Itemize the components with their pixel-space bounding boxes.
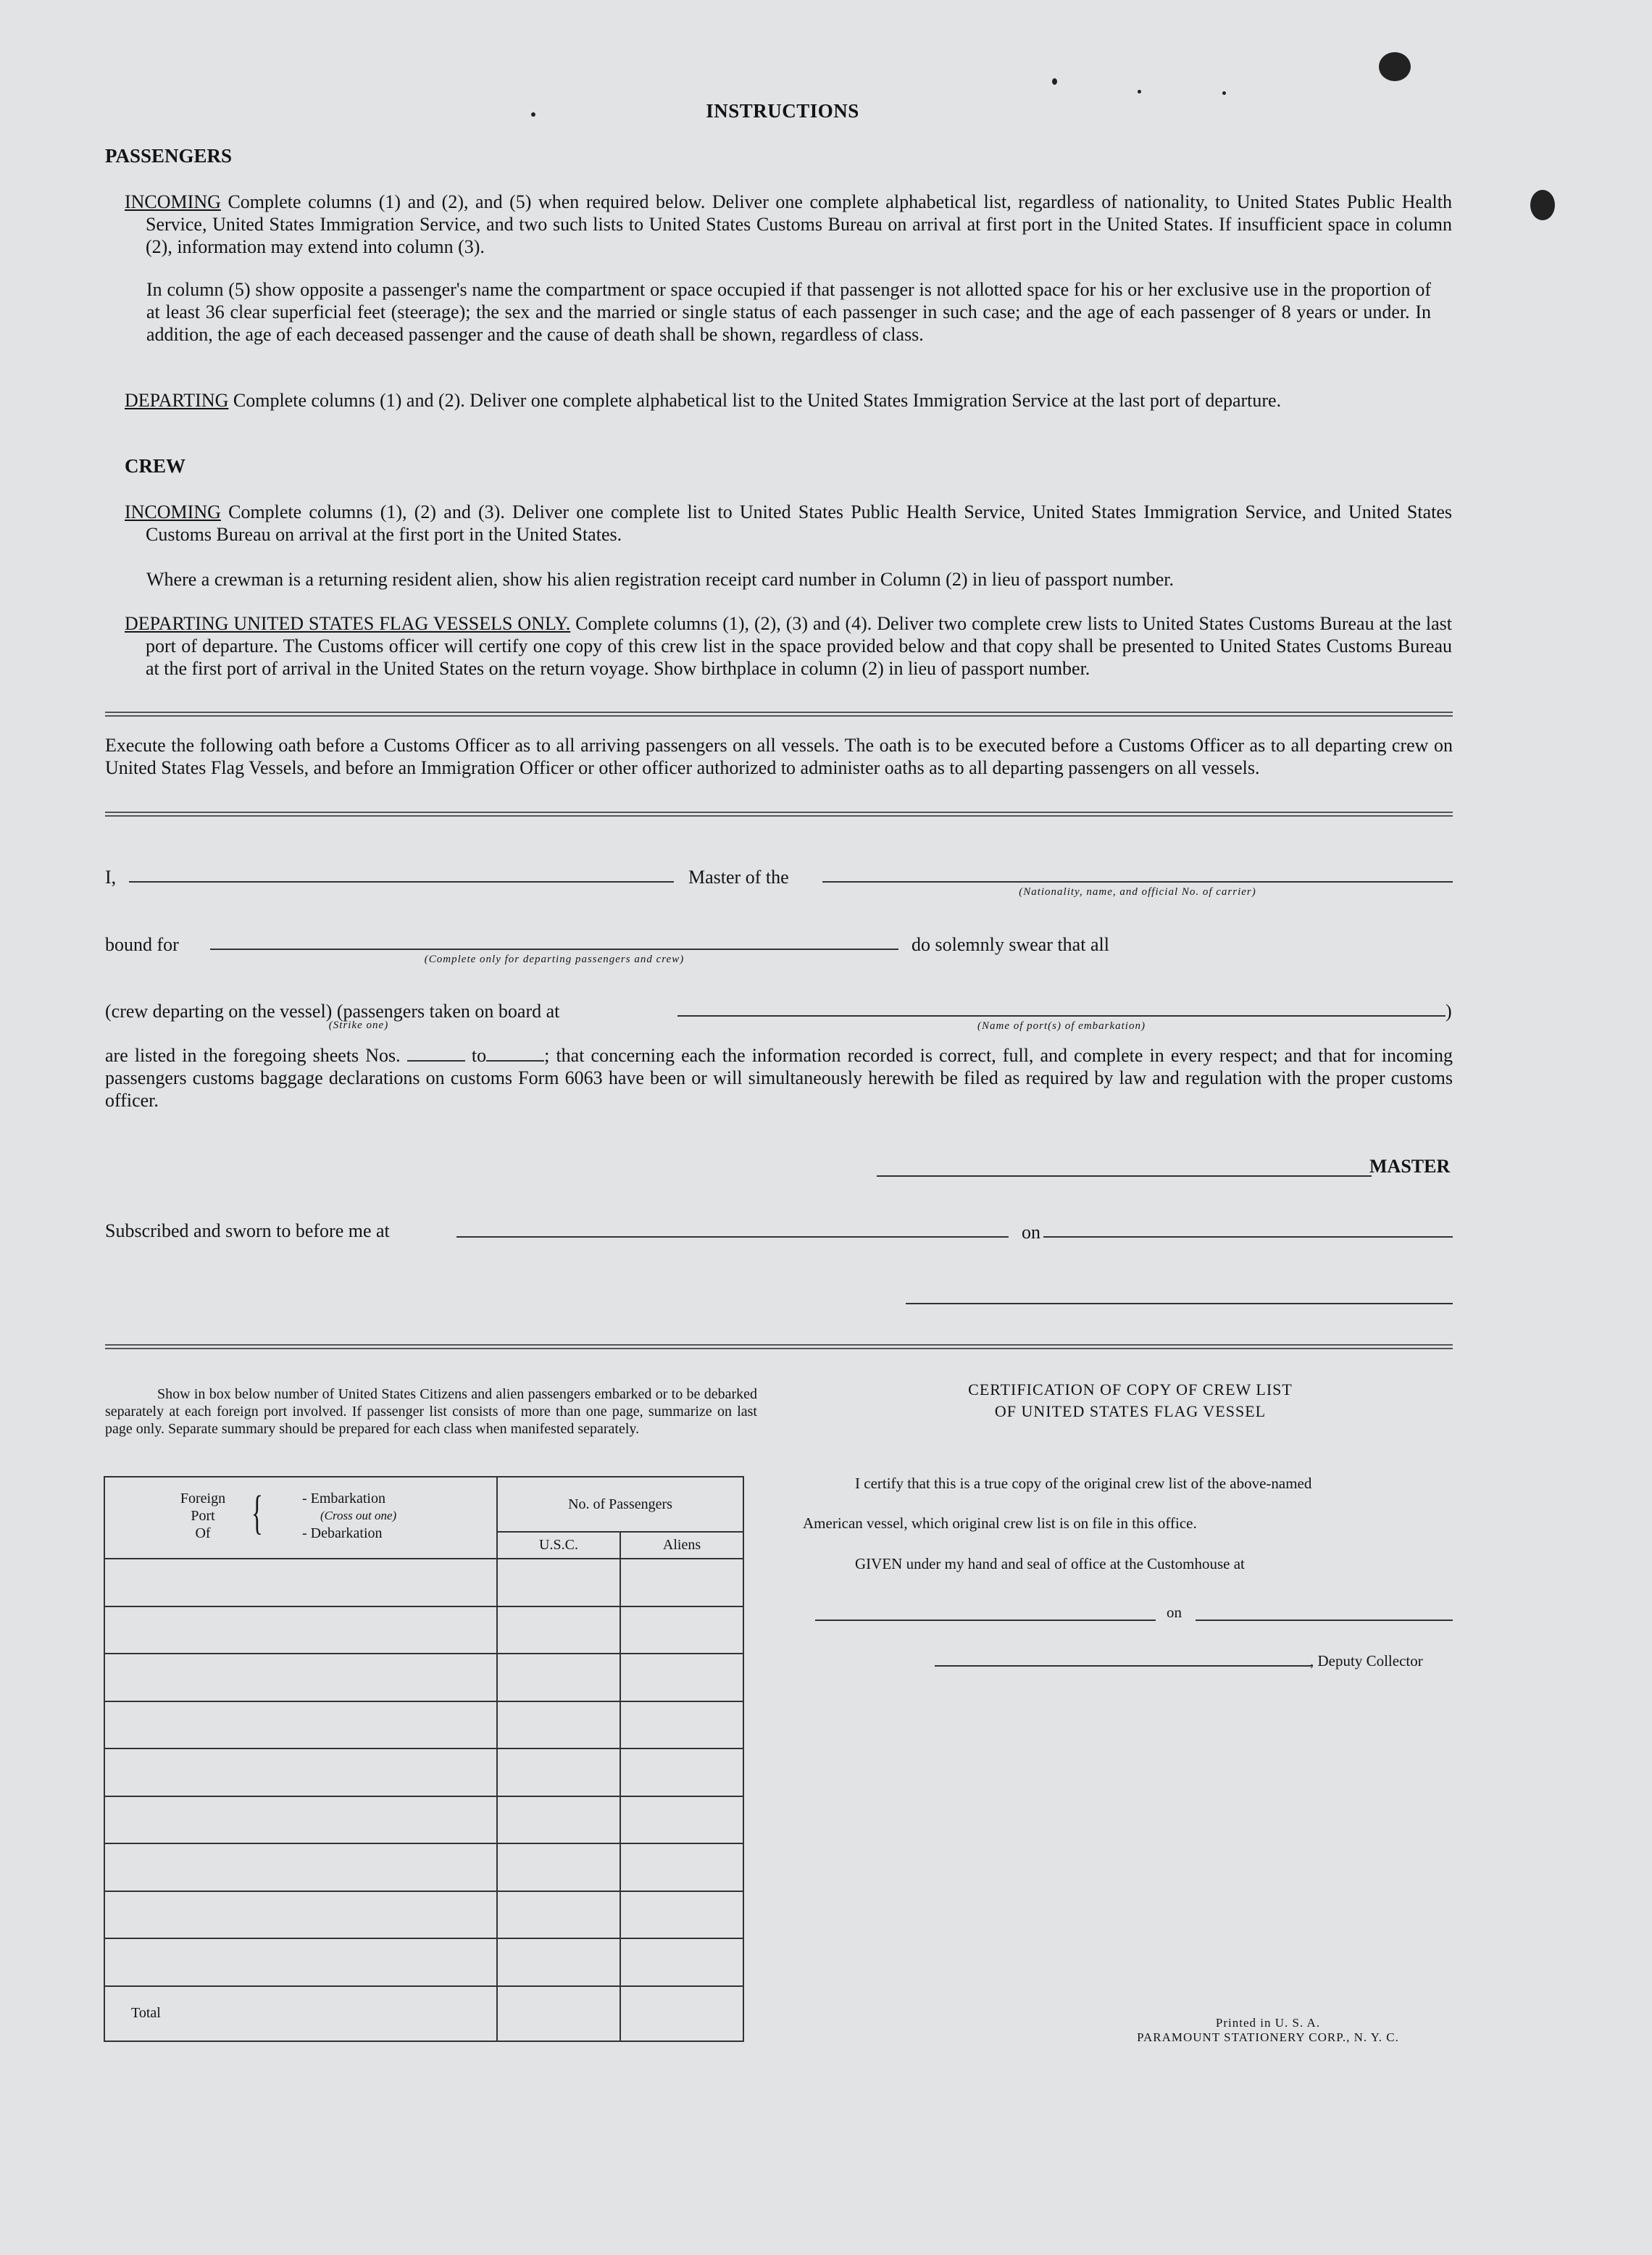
crew-incoming-label: INCOMING xyxy=(125,501,221,522)
port-cell[interactable] xyxy=(104,1606,497,1654)
bound-for-line[interactable] xyxy=(210,949,898,950)
listed-to: to xyxy=(471,1045,487,1066)
carrier-line[interactable] xyxy=(822,881,1453,883)
aliens-header: Aliens xyxy=(620,1532,743,1559)
usc-cell[interactable] xyxy=(497,1559,620,1606)
passengers-heading: PASSENGERS xyxy=(105,145,233,167)
port-cell[interactable] xyxy=(104,1891,497,1938)
crew-incoming-text: Complete columns (1), (2) and (3). Deliver one complete list to United States Public Health Service, United States Immigration Service, and United States Customs Bureau on arrival at the first port in the United States. xyxy=(146,501,1453,545)
port-cell[interactable] xyxy=(104,1654,497,1701)
cert-date-line[interactable] xyxy=(1196,1620,1453,1621)
passengers-departing-instructions xyxy=(125,389,1452,412)
departing-label: DEPARTING xyxy=(125,390,229,411)
embarkation-port-line[interactable] xyxy=(677,1015,1446,1017)
aliens-cell[interactable] xyxy=(620,1843,743,1891)
usc-cell[interactable] xyxy=(497,1796,620,1843)
master-signature-line[interactable] xyxy=(877,1175,1372,1177)
cert-line2: American vessel, which original crew list is on file in this office. xyxy=(803,1514,1197,1532)
carrier-caption: (Nationality, name, and official No. of carrier) xyxy=(1019,886,1256,898)
aliens-cell[interactable] xyxy=(620,1796,743,1843)
divider xyxy=(105,812,1453,817)
deputy-collector-label: , Deputy Collector xyxy=(1310,1652,1423,1670)
divider xyxy=(105,712,1453,717)
port-cell[interactable] xyxy=(104,1701,497,1748)
crew-heading: CREW xyxy=(125,455,186,477)
speck-mark xyxy=(1222,91,1226,95)
aliens-total-cell[interactable] xyxy=(620,1986,743,2041)
passengers-incoming-instructions xyxy=(125,191,1452,258)
sworn-place-line[interactable] xyxy=(456,1236,1009,1238)
no-of-passengers-header: No. of Passengers xyxy=(497,1477,743,1532)
port-cell[interactable] xyxy=(104,1559,497,1606)
port-cell[interactable] xyxy=(104,1843,497,1891)
usc-cell[interactable] xyxy=(497,1938,620,1985)
departing-us-label: DEPARTING UNITED STATES FLAG VESSELS ONLY. xyxy=(125,613,571,634)
master-name-line[interactable] xyxy=(129,881,674,883)
master-of-the: Master of the xyxy=(688,867,789,888)
cert-title-line1: CERTIFICATION OF COPY OF CREW LIST xyxy=(968,1380,1293,1399)
aliens-cell[interactable] xyxy=(620,1606,743,1654)
listed-a: are listed in the foregoing sheets Nos. xyxy=(105,1045,401,1066)
speck-mark xyxy=(531,112,535,117)
usc-cell[interactable] xyxy=(497,1891,620,1938)
sheet-to-line[interactable] xyxy=(486,1047,544,1062)
sworn-on: on xyxy=(1022,1222,1040,1243)
foreign-label: Foreign xyxy=(180,1491,226,1506)
sworn-date-line[interactable] xyxy=(1043,1236,1453,1238)
page-title: INSTRUCTIONS xyxy=(706,100,859,122)
usc-cell[interactable] xyxy=(497,1701,620,1748)
usc-total-cell[interactable] xyxy=(497,1986,620,2041)
oath-statement xyxy=(105,1044,1453,1112)
master-label: MASTER xyxy=(1369,1156,1451,1177)
returning-resident-instructions: Where a crewman is a returning resident alien, show his alien registration receipt card number in Column (2) in lieu of passport number. xyxy=(146,569,1175,590)
embark-caption: (Name of port(s) of embarkation) xyxy=(977,1020,1146,1032)
customhouse-line[interactable] xyxy=(815,1620,1156,1621)
port-cell[interactable] xyxy=(104,1748,497,1796)
usc-cell[interactable] xyxy=(497,1606,620,1654)
of-label: Of xyxy=(195,1525,211,1541)
speck-mark xyxy=(1138,90,1141,93)
port-cell[interactable] xyxy=(104,1796,497,1843)
crew-departing-phrase: (crew departing on the vessel) (passengers taken on board at xyxy=(105,1001,560,1022)
aliens-cell[interactable] xyxy=(620,1938,743,1985)
cert-line3: GIVEN under my hand and seal of office at the Customhouse at xyxy=(855,1555,1245,1572)
printer-imprint xyxy=(1116,2016,1420,2045)
usc-header: U.S.C. xyxy=(497,1532,620,1559)
subscribed-sworn: Subscribed and sworn to before me at xyxy=(105,1220,390,1241)
strike-caption: (Strike one) xyxy=(328,1020,389,1031)
listed-b: ; that concerning each the information recorded is correct, full, and complete in every respect; and that for incoming passengers customs baggage declarations on customs Form 6063 have been or will simultaneously herewith be filed as required by law and regulation with the proper customs officer. xyxy=(105,1045,1453,1111)
embarkation-label: - Embarkation xyxy=(302,1491,385,1506)
cert-line1: I certify that this is a true copy of the original crew list of the above-named xyxy=(855,1475,1312,1492)
divider xyxy=(105,1344,1453,1349)
total-label: Total xyxy=(104,1986,497,2041)
aliens-cell[interactable] xyxy=(620,1559,743,1606)
punch-hole-mark xyxy=(1530,190,1555,220)
incoming-text: Complete columns (1) and (2), and (5) when required below. Deliver one complete alphabetical list, regardless of nationality, to United States Public Health Service, United States Immigration Service, and two such lists to United States Customs Bureau on arrival at first port in the United States. If insufficient space in column (2), information may extend into column (3). xyxy=(146,191,1452,257)
port-label: Port xyxy=(191,1508,215,1524)
printer-name: PARAMOUNT STATIONERY CORP., N. Y. C. xyxy=(1137,2030,1399,2044)
printed-in-usa: Printed in U. S. A. xyxy=(1215,2016,1321,2030)
close-paren: ) xyxy=(1446,1001,1452,1022)
cert-title-line2: OF UNITED STATES FLAG VESSEL xyxy=(994,1402,1267,1420)
column5-instructions: In column (5) show opposite a passenger's name the compartment or space occupied if that passenger is not allotted space for his or her exclusive use in the proportion of at least 36 clear superficial feet (steerage); the sex and the married or single status of each passenger in such case; and the age of each passenger of 8 years or under. In addition, the age of each deceased passenger and the cause of death shall be shown, regardless of class. xyxy=(146,279,1431,345)
crew-incoming-instructions xyxy=(125,501,1452,546)
speck-mark xyxy=(1052,78,1057,85)
brace-glyph: { xyxy=(251,1486,263,1539)
port-cell[interactable] xyxy=(104,1938,497,1985)
usc-cell[interactable] xyxy=(497,1748,620,1796)
aliens-cell[interactable] xyxy=(620,1891,743,1938)
debarkation-label: - Debarkation xyxy=(302,1525,383,1541)
usc-cell[interactable] xyxy=(497,1843,620,1891)
cert-on: on xyxy=(1167,1604,1182,1621)
bound-caption: (Complete only for departing passengers and crew) xyxy=(424,954,685,965)
foreign-port-header xyxy=(104,1477,497,1559)
deputy-signature-line[interactable] xyxy=(935,1665,1311,1667)
aliens-cell[interactable] xyxy=(620,1654,743,1701)
departing-text: Complete columns (1) and (2). Deliver one complete alphabetical list to the United States Immigration Service at the last port of departure. xyxy=(233,390,1282,411)
bound-for: bound for xyxy=(105,934,179,955)
cross-out-label: (Cross out one) xyxy=(320,1509,397,1522)
oath-i: I, xyxy=(105,867,117,888)
certification-title xyxy=(797,1379,1464,1422)
incoming-label: INCOMING xyxy=(125,191,221,212)
aliens-cell[interactable] xyxy=(620,1748,743,1796)
departing-us-text: Complete columns (1), (2), (3) and (4). Deliver two complete crew lists to United States Customs Bureau at the last port of departure. The Customs officer will certify one copy of this crew list in the space provided below and that copy shall be presented to United States Customs Bureau at the first port of arrival in the United States on the return voyage. Show birthplace in column (2) in lieu of passport number. xyxy=(146,613,1453,679)
sheet-from-line[interactable] xyxy=(407,1047,465,1062)
summary-instructions: Show in box below number of United States Citizens and alien passengers embarked or to be debarked separately at each foreign port involved. If passenger list consists of more than one page, summarize on last page only. Separate summary should be prepared for each class when manifested separately. xyxy=(105,1386,757,1437)
punch-hole-mark xyxy=(1379,52,1411,81)
aliens-cell[interactable] xyxy=(620,1701,743,1748)
oath-intro: Execute the following oath before a Customs Officer as to all arriving passengers on all vessels. The oath is to be executed before a Customs Officer as to all departing crew on United States Flag Vessels, and before an Immigration Officer or other officer authorized to administer oaths as to all departing passengers on all vessels. xyxy=(105,735,1453,778)
passenger-summary-table xyxy=(104,1476,744,2042)
usc-cell[interactable] xyxy=(497,1654,620,1701)
solemnly-swear: do solemnly swear that all xyxy=(911,934,1109,955)
officer-signature-line[interactable] xyxy=(906,1303,1453,1304)
crew-departing-instructions xyxy=(125,612,1452,680)
